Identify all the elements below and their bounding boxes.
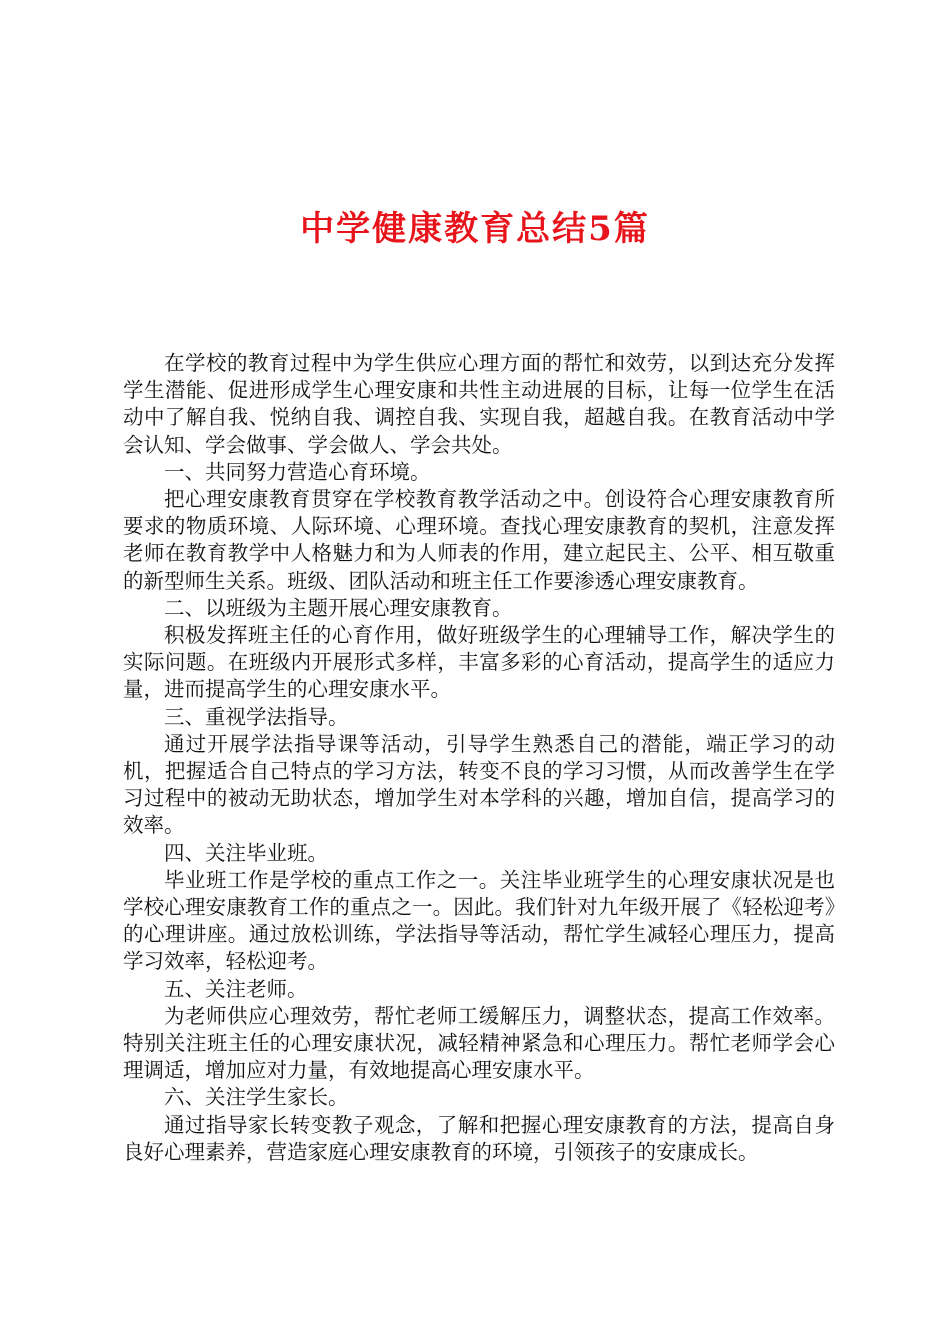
section-paragraph-4: 毕业班工作是学校的重点工作之一。关注毕业班学生的心理安康状况是也学校心理安康教育工作的重点之一。因此。我们针对九年级开展了《轻松迎考》的心理讲座。通过放松训练，学法指导等活动，帮忙学生减轻心理压力，提高学习效率，轻松迎考。 [123,867,835,974]
section-heading-4: 四、关注毕业班。 [164,840,328,865]
section-paragraph-2: 积极发挥班主任的心育作用，做好班级学生的心理辅导工作，解决学生的实际问题。在班级内开展形式多样，丰富多彩的心育活动，提高学生的适应力量，进而提高学生的心理安康水平。 [123,623,835,702]
section-paragraph-1: 把心理安康教育贯穿在学校教育教学活动之中。创设符合心理安康教育所要求的物质环境、人际环境、心理环境。查找心理安康教育的契机，注意发挥老师在教育教学中人格魅力和为人师表的作用，建立起民主、公平、相互敬重的新型师生关系。班级、团队活动和班主任工作要渗透心理安康教育。 [123,487,835,593]
section-heading-6: 六、关注学生家长。 [164,1085,349,1110]
section-heading-1: 一、共同努力营造心育环境。 [164,459,431,484]
document-body [123,350,835,1166]
section-paragraph-3: 通过开展学法指导课等活动，引导学生熟悉自己的潜能，端正学习的动机，把握适合自己特点的学习方法，转变不良的学习习惯，从而改善学生在学习过程中的被动无助状态，增加学生对本学科的兴趣，增加自信，提高学习的效率。 [123,731,835,838]
section-heading-5: 五、关注老师。 [164,976,308,1001]
section-heading-2: 二、以班级为主题开展心理安康教育。 [164,595,513,620]
section-paragraph-5: 为老师供应心理效劳，帮忙老师工缓解压力，调整状态，提高工作效率。特别关注班主任的心理安康状况，减轻精神紧急和心理压力。帮忙老师学会心理调适，增加应对力量，有效地提高心理安康水平。 [123,1003,835,1083]
section-heading-3: 三、重视学法指导。 [164,704,349,729]
intro-paragraph: 在学校的教育过程中为学生供应心理方面的帮忙和效劳，以到达充分发挥学生潜能、促进形成学生心理安康和共性主动进展的目标，让每一位学生在活动中了解自我、悦纳自我、调控自我、实现自我，超越自我。在教育活动中学会认知、学会做事、学会做人、学会共处。 [123,351,835,457]
document-title: 中学健康教育总结5篇 [300,209,650,249]
section-paragraph-6: 通过指导家长转变教子观念，了解和把握心理安康教育的方法，提高自身良好心理素养，营造家庭心理安康教育的环境，引领孩子的安康成长。 [123,1112,835,1164]
